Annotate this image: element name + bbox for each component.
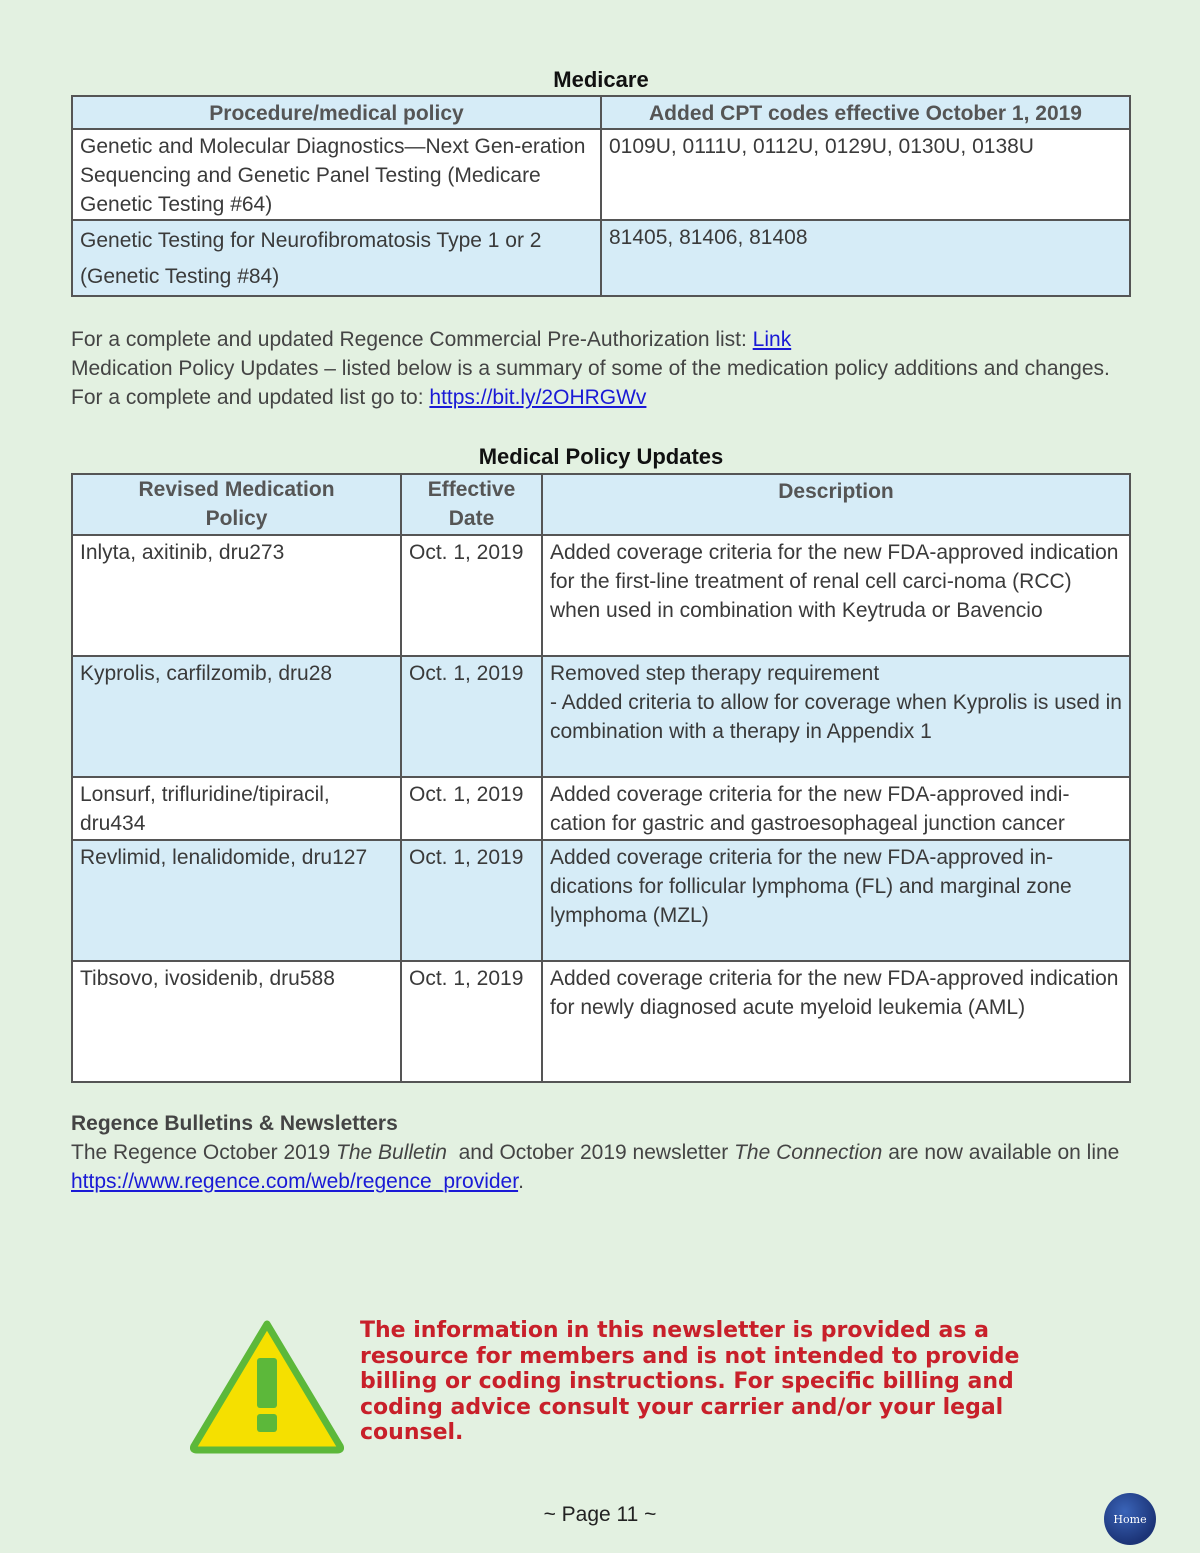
home-label: Home	[1113, 1512, 1147, 1526]
preauth-text: For a complete and updated Regence Commercial Pre-Authorization list:	[71, 328, 753, 351]
updates-header-date: Effective Date	[401, 474, 542, 535]
updates-caption: Medical Policy Updates	[478, 444, 724, 469]
updates-table	[71, 473, 1131, 1083]
bulletins-text: The Regence October 2019	[71, 1141, 337, 1164]
description-cell: Added coverage criteria for the new FDA-approved in-dications for follicular lymphoma (FL) and marginal zone lymphoma (MZL)	[542, 840, 1130, 961]
warning-text: The information in this newsletter is provided as a resource for members and is not intended to provide billing or coding instructions. For specific billing and coding advice consult your carrier and/or your legal counsel.	[360, 1318, 1020, 1445]
description-cell: Added coverage criteria for the new FDA-approved indication for the first-line treatment of renal cell carci-noma (RCC) when used in combination with Keytruda or Bavencio	[542, 535, 1130, 656]
policy-cell: Tibsovo, ivosidenib, dru588	[72, 961, 401, 1082]
date-cell: Oct. 1, 2019	[401, 840, 542, 961]
date-cell: Oct. 1, 2019	[401, 656, 542, 777]
medication-link[interactable]: https://bit.ly/2OHRGWv	[429, 386, 647, 409]
bulletins-paragraph	[71, 1138, 1131, 1196]
medicare-caption: Medicare	[553, 67, 649, 92]
bulletins-text: and October 2019 newsletter	[446, 1141, 735, 1164]
page-content	[71, 0, 1131, 1196]
bulletins-heading: Regence Bulletins & Newsletters	[71, 1112, 398, 1135]
description-cell: Added coverage criteria for the new FDA-approved indication for newly diagnosed acute myeloid leukemia (AML)	[542, 961, 1130, 1082]
table-row	[72, 840, 1130, 961]
table-row	[72, 535, 1130, 656]
date-cell: Oct. 1, 2019	[401, 535, 542, 656]
table-row	[72, 220, 1130, 296]
table-row	[72, 777, 1130, 840]
preauth-link[interactable]: Link	[752, 328, 792, 351]
table-row	[72, 129, 1130, 220]
home-button[interactable]	[1104, 1493, 1156, 1545]
medicare-table	[71, 95, 1131, 297]
medicare-codes-cell: 0109U, 0111U, 0112U, 0129U, 0130U, 0138U	[601, 129, 1130, 220]
updates-header-description: Description	[542, 474, 1130, 535]
warning-triangle-icon	[190, 1318, 344, 1454]
medicare-policy-cell: Genetic Testing for Neurofibromatosis Type 1 or 2 (Genetic Testing #84)	[72, 220, 601, 296]
table-row	[72, 656, 1130, 777]
updates-header-policy: Revised Medication Policy	[72, 474, 401, 535]
policy-cell: Inlyta, axitinib, dru273	[72, 535, 401, 656]
policy-cell: Kyprolis, carfilzomib, dru28	[72, 656, 401, 777]
medicare-header-codes: Added CPT codes effective October 1, 2019	[601, 96, 1130, 129]
regence-provider-link[interactable]: https://www.regence.com/web/regence_provider	[71, 1170, 519, 1193]
preauth-paragraph	[71, 325, 1131, 354]
bulletins-text: .	[518, 1170, 524, 1193]
medicare-header-policy: Procedure/medical policy	[72, 96, 601, 129]
description-cell: Added coverage criteria for the new FDA-approved indi-cation for gastric and gastroesophageal junction cancer	[542, 777, 1130, 840]
date-cell: Oct. 1, 2019	[401, 777, 542, 840]
bulletins-text: are now available on line	[882, 1141, 1120, 1164]
description-cell: Removed step therapy requirement - Added criteria to allow for coverage when Kyprolis is used in combination with a therapy in Appendix 1	[542, 656, 1130, 777]
medicare-policy-cell: Genetic and Molecular Diagnostics—Next Gen-eration Sequencing and Genetic Panel Testing (Medicare Genetic Testing #64)	[72, 129, 601, 220]
medication-paragraph	[71, 354, 1131, 412]
policy-cell: Lonsurf, trifluridine/tipiracil, dru434	[72, 777, 401, 840]
connection-title: The Connection	[734, 1141, 883, 1164]
medication-text: Medication Policy Updates – listed below is a summary of some of the medication policy additions and changes. For a complete and updated list go to:	[71, 357, 1110, 409]
page-number: ~ Page 11 ~	[543, 1503, 657, 1526]
table-row	[72, 961, 1130, 1082]
date-cell: Oct. 1, 2019	[401, 961, 542, 1082]
medicare-codes-cell: 81405, 81406, 81408	[601, 220, 1130, 296]
bulletin-title: The Bulletin	[336, 1141, 447, 1164]
warning-notice	[190, 1318, 1020, 1458]
policy-cell: Revlimid, lenalidomide, dru127	[72, 840, 401, 961]
